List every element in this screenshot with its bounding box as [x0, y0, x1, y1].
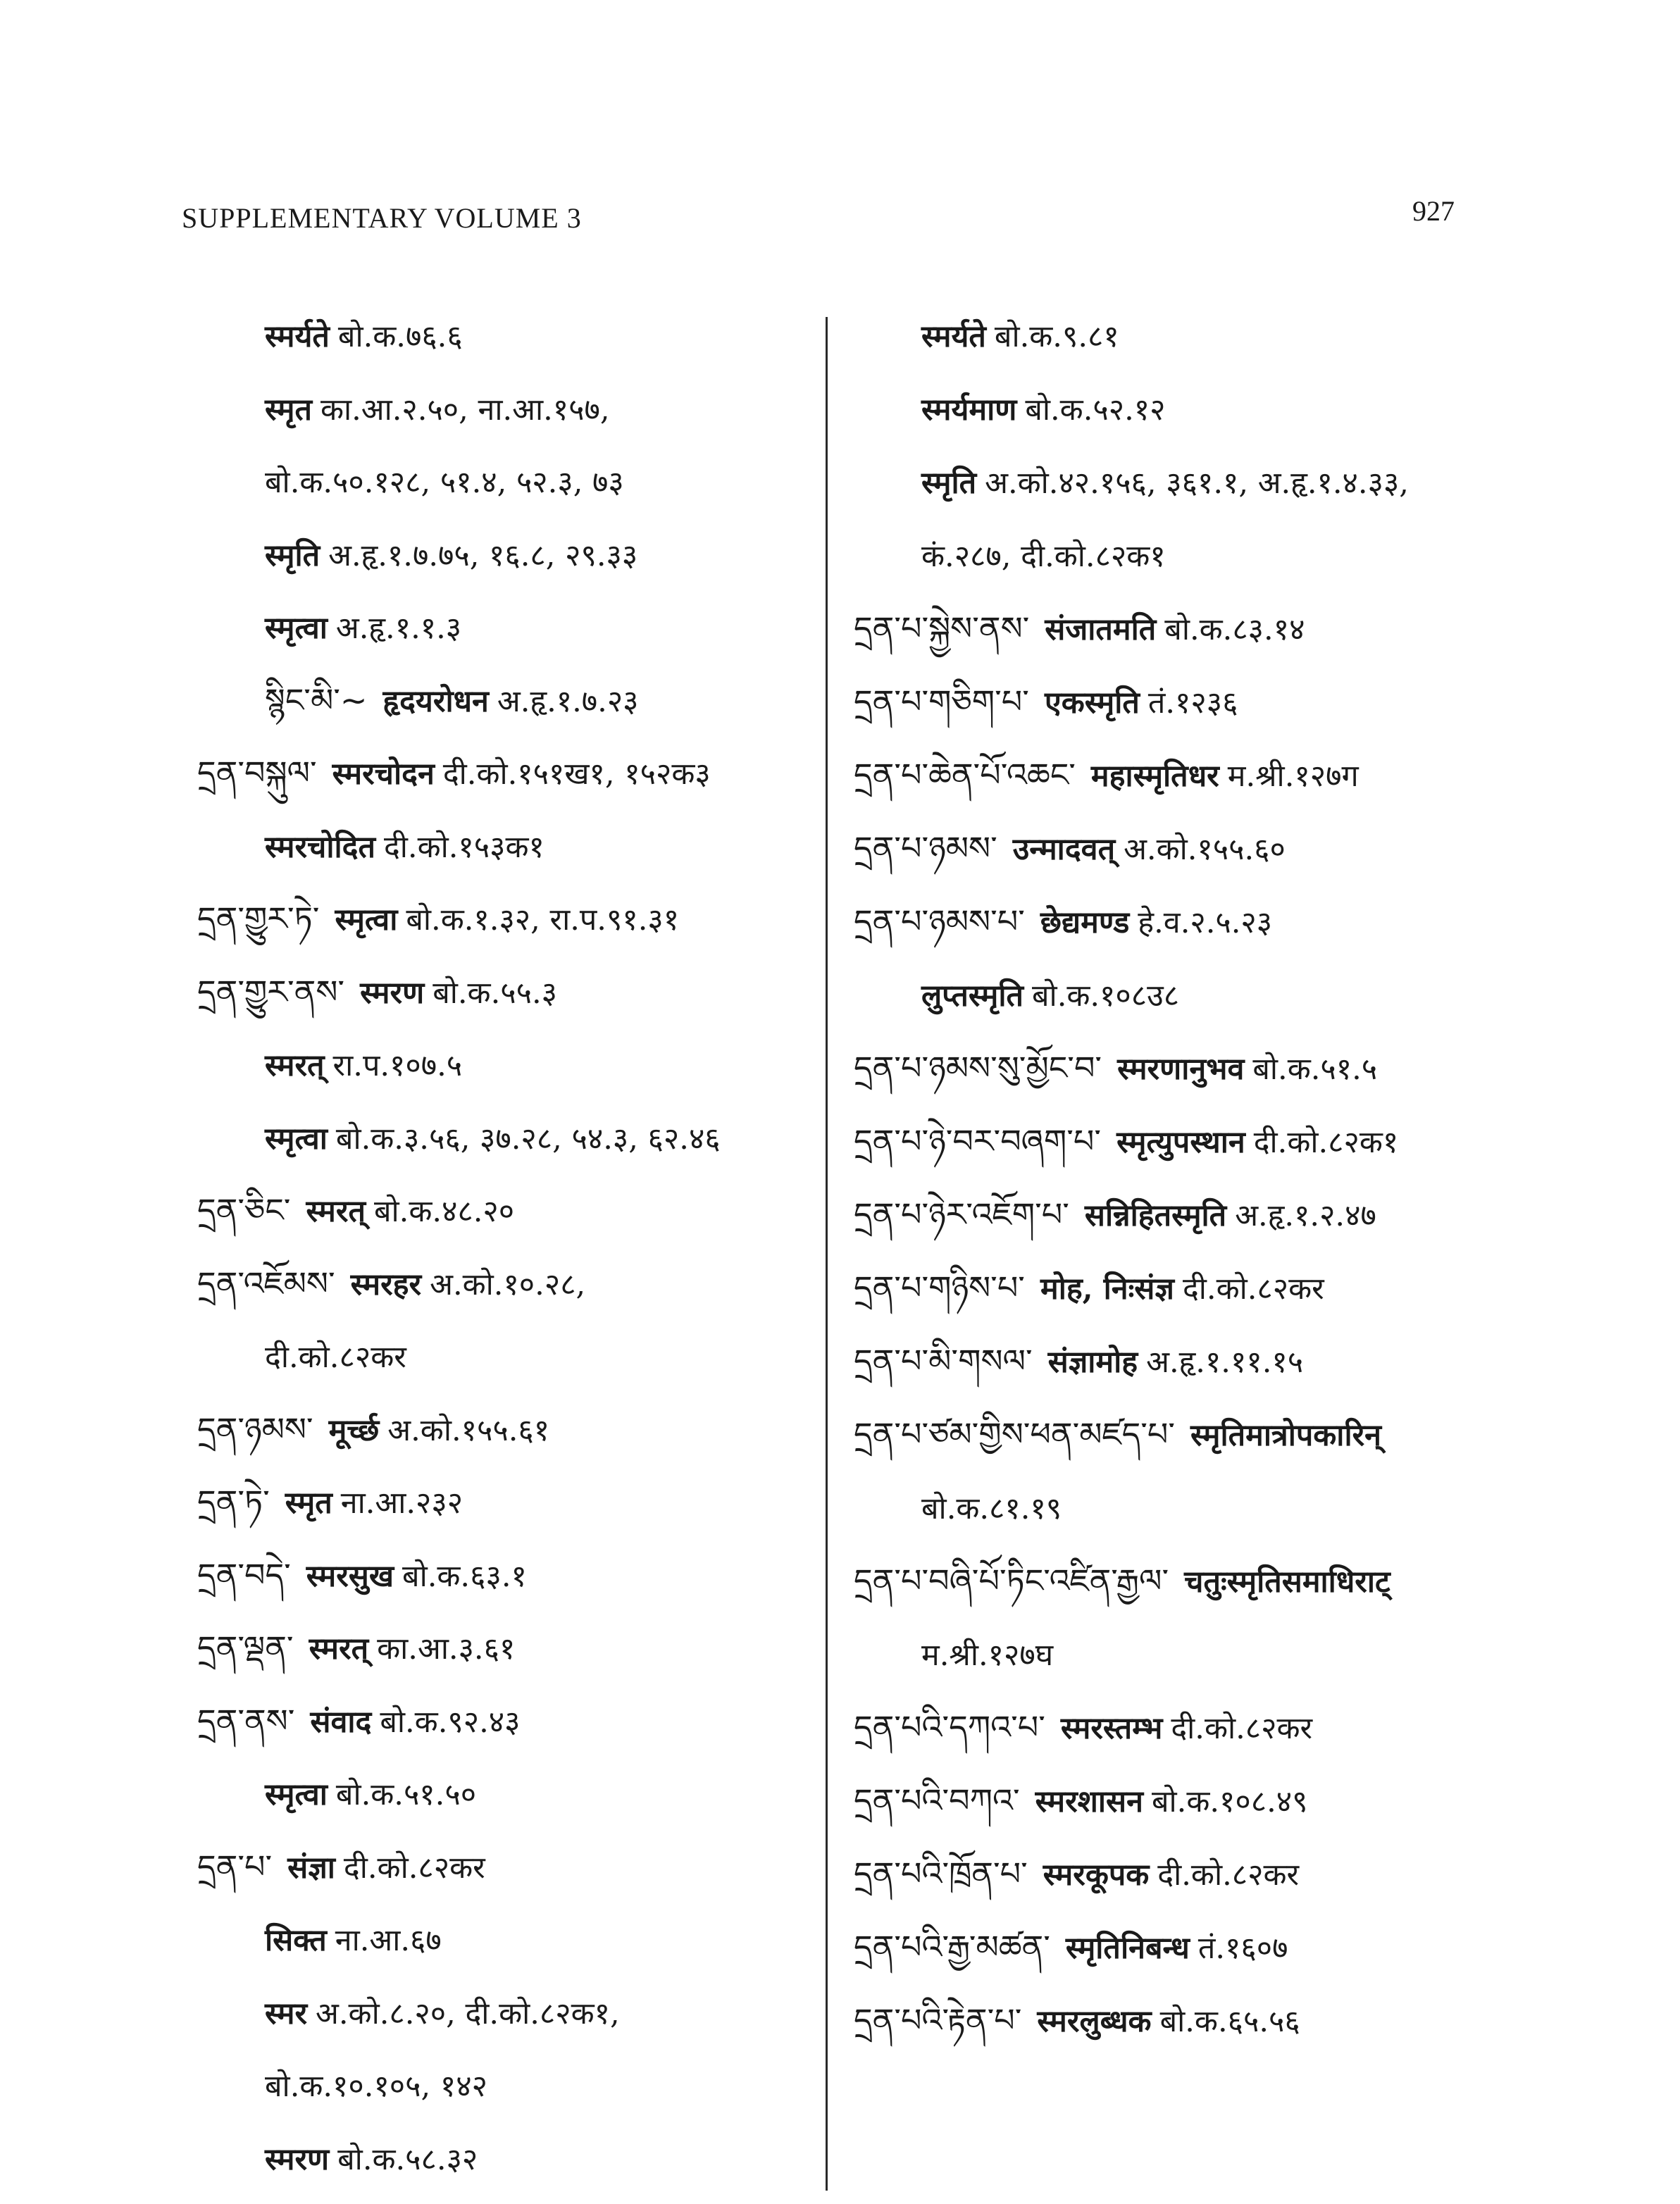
dictionary-entry [854, 1926, 1288, 1969]
source-reference: बो.क.१०.१०५, १४२ [265, 2069, 487, 2104]
tibetan-term: དྲན་པའི་དཀའ་པ་ [854, 1708, 1045, 1746]
sanskrit-headword: सन्निहितस्मृति [1084, 1198, 1227, 1233]
tibetan-term: དྲན་ལྡན་ [197, 1629, 294, 1667]
tibetan-term: དྲན་བདེ་ [197, 1555, 291, 1594]
source-reference: दी.को.८२क१ [1253, 1125, 1399, 1160]
source-reference: बो.क.१०८.४९ [1151, 1784, 1308, 1819]
column-divider [826, 317, 828, 2191]
source-reference: म.श्री.१२७घ [921, 1638, 1054, 1673]
source-reference: बो.क.६५.५६ [1159, 2004, 1300, 2039]
dictionary-entry [921, 461, 1409, 504]
dictionary-entry [854, 680, 1238, 724]
dictionary-entry [265, 314, 463, 358]
dictionary-entry [197, 971, 557, 1014]
tibetan-term: དྲན་པ་གཅིག་པ་ [854, 683, 1029, 721]
sanskrit-headword: उन्मादवत् [1012, 832, 1116, 867]
sanskrit-headword: स्मरहर [350, 1266, 422, 1302]
dictionary-entry [854, 754, 1359, 797]
sanskrit-headword: स्मरत् [306, 1194, 366, 1229]
source-reference: का.आ.२.५०, ना.आ.१५७, [320, 392, 610, 428]
dictionary-entry [854, 827, 1286, 871]
source-reference: अ.हृ.१.११.१५ [1146, 1345, 1304, 1380]
sanskrit-headword: स्मरचोदित [265, 829, 375, 865]
sanskrit-headword: स्मरचोदन [332, 757, 435, 792]
sanskrit-headword: स्मरलुब्धक [1037, 2004, 1152, 2039]
sanskrit-headword: संज्ञामोह [1047, 1345, 1138, 1380]
dictionary-entry [197, 1554, 527, 1598]
dictionary-entry [265, 1991, 620, 2035]
source-reference: अ.हृ.१.७.७५, १६.८, २९.३३ [328, 537, 638, 573]
source-reference: ना.आ.२३२ [340, 1486, 463, 1521]
tibetan-term: དྲན་ཉམས་ [197, 1409, 313, 1448]
sanskrit-headword: स्मरत् [265, 1048, 325, 1083]
sanskrit-headword: स्मृत्वा [265, 611, 328, 646]
sanskrit-headword: स्मर्यमाण [921, 392, 1017, 428]
dictionary-entry [197, 1408, 549, 1452]
tibetan-term: དྲན་གྱུར་ཏེ་ [197, 899, 320, 938]
sanskrit-headword: स्मृतिमात्रोपकारिन् [1190, 1418, 1382, 1453]
dictionary-entry [265, 606, 461, 649]
sanskrit-headword: स्मर्यते [921, 319, 986, 354]
dictionary-entry [265, 460, 624, 504]
sanskrit-headword: स्मरणानुभव [1117, 1052, 1245, 1087]
tibetan-term: དྲན་པ་ཉེར་འཇོག་པ་ [854, 1195, 1069, 1233]
source-reference: बो.क.५८.३२ [337, 2141, 478, 2177]
dictionary-entry [854, 1559, 1399, 1603]
dictionary-entry [197, 1700, 521, 1743]
dictionary-entry [854, 1779, 1308, 1823]
source-reference: म.श्री.१२७ग [1227, 759, 1359, 794]
tibetan-term: དྲན་པའི་ཁྲོན་པ་ [854, 1855, 1028, 1893]
tibetan-term: དྲན་པ་གཉིས་པ་ [854, 1269, 1025, 1307]
source-reference: अ.हृ.१.१.३ [335, 611, 462, 646]
sanskrit-headword: स्मर [265, 1996, 308, 2031]
dictionary-entry [197, 1481, 463, 1524]
sanskrit-headword: सिक्त [265, 1923, 327, 1958]
dictionary-entry [197, 897, 679, 941]
dictionary-entry [197, 1626, 515, 1670]
dictionary-entry [197, 752, 711, 795]
sanskrit-headword: स्मृत [265, 392, 312, 428]
tibetan-term: དྲན་པ་མི་གསལ་ [854, 1342, 1033, 1380]
dictionary-entry [921, 973, 1179, 1017]
sanskrit-headword: स्मरस्तम्भ [1060, 1711, 1163, 1746]
source-reference: अ.को.८.२०, दी.को.८२क१, [316, 1996, 620, 2031]
source-reference: बो.क.३.५६, ३७.२८, ५४.३, ६२.४६ [335, 1121, 721, 1157]
sanskrit-headword: मूर्च्छ [328, 1412, 380, 1448]
source-reference: बो.क.५१.५ [1252, 1052, 1378, 1087]
dictionary-entry [854, 1340, 1303, 1383]
source-reference: रा.प.१०७.५ [332, 1048, 463, 1083]
source-reference: बो.क.१०८उ८ [1032, 978, 1180, 1014]
dictionary-entry [921, 1486, 1062, 1530]
tibetan-term: དྲན་པའི་རྒྱ་མཚན་ [854, 1928, 1050, 1966]
page-header [182, 195, 1455, 244]
source-reference: दी.को.८२कर [1171, 1711, 1313, 1746]
sanskrit-headword: स्मरसुख [306, 1558, 394, 1594]
source-reference: दी.को.८२कर [1182, 1271, 1324, 1307]
sanskrit-headword: स्मरण [360, 975, 425, 1011]
dictionary-entry [265, 1772, 476, 1816]
dictionary-entry [197, 1845, 485, 1889]
sanskrit-headword: स्मृत्वा [265, 1777, 328, 1812]
dictionary-entry [854, 1120, 1398, 1164]
tibetan-term: དྲན་པ་ཉམས་ [854, 829, 997, 867]
dictionary-entry [854, 1706, 1312, 1750]
dictionary-entry [265, 2064, 487, 2108]
sanskrit-headword: एकस्मृति [1044, 685, 1140, 721]
source-reference: तं.१६०७ [1197, 1931, 1288, 1966]
tibetan-term: དྲན་བསྐུལ་ [197, 754, 317, 792]
sanskrit-headword: स्मृति [921, 466, 977, 501]
sanskrit-headword: स्मृत्युपस्थान [1116, 1125, 1245, 1160]
sanskrit-headword: स्मर्यते [265, 319, 330, 354]
sanskrit-headword: स्मृति [265, 537, 321, 573]
dictionary-entry [265, 679, 639, 723]
source-reference: दी.को.१५१ख१, १५२क३ [442, 757, 711, 792]
sanskrit-headword: स्मरत् [309, 1631, 369, 1667]
source-reference: अ.को.१०.२८, [430, 1266, 586, 1302]
sanskrit-headword: स्मृतिनिबन्ध [1065, 1931, 1190, 1966]
tibetan-term: དྲན་ནས་ [197, 1701, 295, 1740]
dictionary-entry [265, 1918, 442, 1962]
dictionary-entry [921, 1633, 1053, 1676]
tibetan-term: དྲན་པ་ཉམས་པ་ [854, 902, 1025, 940]
tibetan-term: དྲན་ཅིང་ [197, 1191, 291, 1229]
sanskrit-headword: स्मृत्वा [335, 902, 398, 938]
source-reference: बो.क.५२.१२ [1025, 392, 1166, 428]
dictionary-entry [854, 1413, 1390, 1457]
sanskrit-headword: स्मृत [285, 1486, 332, 1521]
source-reference: बो.क.८१.१९ [921, 1491, 1062, 1526]
sanskrit-headword: चतुःस्मृतिसमाधिराट् [1184, 1564, 1390, 1600]
sanskrit-headword: स्मरण [265, 2141, 330, 2177]
tibetan-term: དྲན་འཇོམས་ [197, 1264, 335, 1302]
dictionary-entry [854, 1266, 1324, 1310]
sanskrit-headword: स्मरकूपक [1043, 1857, 1150, 1893]
tibetan-term: དྲན་པ་བཞི་པོ་ཏིང་འཛིན་རྒྱལ་ [854, 1562, 1169, 1600]
tibetan-term: དྲན་པ་སྐྱེས་ནས་ [854, 609, 1030, 647]
source-reference: बो.क.८३.१४ [1164, 612, 1305, 647]
dictionary-entry [265, 1335, 406, 1378]
dictionary-entry [265, 533, 637, 577]
tibetan-term: སྙིང་མི་~ [265, 680, 368, 719]
source-reference: बो.क.१.३२, रा.प.९१.३१ [406, 902, 680, 938]
source-reference: दी.को.१५३क१ [383, 829, 545, 865]
source-reference: बो.क.९२.४३ [380, 1704, 521, 1740]
source-reference: अ.को.४२.१५६, ३६१.१, अ.हृ.१.४.३३, [985, 466, 1409, 501]
sanskrit-headword: स्मृत्वा [265, 1121, 328, 1157]
dictionary-entry [854, 607, 1305, 651]
running-head: SUPPLEMENTARY VOLUME 3 [182, 202, 582, 234]
dictionary-entry [921, 314, 1119, 358]
dictionary-entry [265, 1116, 721, 1160]
dictionary-entry [854, 1193, 1376, 1237]
tibetan-term: དྲན་པ་ཆེན་པོ་འཆང་ [854, 756, 1076, 794]
dictionary-entry [854, 1853, 1299, 1896]
tibetan-term: དྲན་པ་ཉམས་སུ་མྱོང་བ་ [854, 1049, 1102, 1087]
sanskrit-headword: संज्ञा [287, 1850, 335, 1886]
sanskrit-headword: छेद्यमण्ड [1040, 905, 1130, 940]
source-reference: अ.को.१५५.६१ [387, 1412, 550, 1448]
source-reference: अ.हृ.१.७.२३ [497, 683, 639, 719]
source-reference: दी.को.८२कर [1157, 1857, 1300, 1893]
source-reference: बो.क.४८.२० [373, 1194, 515, 1229]
dictionary-entry [921, 534, 1166, 578]
source-reference: अ.हृ.१.२.४७ [1235, 1198, 1376, 1233]
dictionary-entry [921, 387, 1166, 431]
sanskrit-headword: संवाद [310, 1704, 372, 1740]
source-reference: अ.को.१५५.६० [1124, 832, 1286, 867]
source-reference: तं.१२३६ [1147, 685, 1238, 721]
source-reference: दी.को.८२कर [265, 1340, 406, 1375]
dictionary-entry [854, 900, 1272, 944]
sanskrit-headword: संजातमति [1045, 612, 1157, 647]
tibetan-term: དྲན་ཏེ་ [197, 1483, 270, 1521]
tibetan-term: དྲན་གྱུར་ནས་ [197, 972, 345, 1011]
source-reference: हे.व.२.५.२३ [1138, 905, 1273, 940]
source-reference: बो.क.५५.३ [433, 975, 558, 1011]
sanskrit-headword: मोह, निःसंज्ञ [1040, 1271, 1174, 1307]
dictionary-entry [197, 1189, 514, 1233]
dictionary-entry [265, 825, 545, 868]
source-reference: बो.क.५०.१२८, ५१.४, ५२.३, ७३ [265, 465, 624, 500]
dictionary-entry [854, 1999, 1300, 2043]
tibetan-term: དྲན་པའི་བཀའ་ [854, 1781, 1020, 1819]
dictionary-entry [265, 1043, 462, 1087]
dictionary-entry [265, 2137, 478, 2181]
source-reference: बो.क.६३.१ [402, 1558, 527, 1594]
source-reference: ना.आ.६७ [335, 1923, 442, 1958]
source-reference: कं.२८७, दी.को.८२क१ [921, 539, 1166, 574]
page-number: 927 [1412, 195, 1455, 227]
sanskrit-headword: स्मरशासन [1035, 1784, 1143, 1819]
dictionary-entry [197, 1262, 585, 1306]
source-reference: बो.क.५१.५० [335, 1777, 477, 1812]
dictionary-entry [265, 387, 610, 431]
source-reference: बो.क.९.८१ [994, 319, 1119, 354]
source-reference: बो.क.७६.६ [337, 319, 463, 354]
sanskrit-headword: लुप्तस्मृति [921, 978, 1023, 1014]
tibetan-term: དྲན་པའི་རྟེན་པ་ [854, 2001, 1022, 2039]
tibetan-term: དྲན་པ་ཉེ་བར་བཞག་པ་ [854, 1122, 1102, 1160]
tibetan-term: དྲན་པ་ [197, 1847, 273, 1886]
source-reference: दी.को.८२कर [343, 1850, 485, 1886]
sanskrit-headword: हृदयरोधन [382, 683, 489, 719]
dictionary-entry [854, 1047, 1377, 1090]
tibetan-term: དྲན་པ་ཙམ་གྱིས་ཕན་མཛད་པ་ [854, 1415, 1176, 1453]
source-reference: का.आ.३.६१ [377, 1631, 516, 1667]
sanskrit-headword: महास्मृतिधर [1090, 759, 1219, 794]
